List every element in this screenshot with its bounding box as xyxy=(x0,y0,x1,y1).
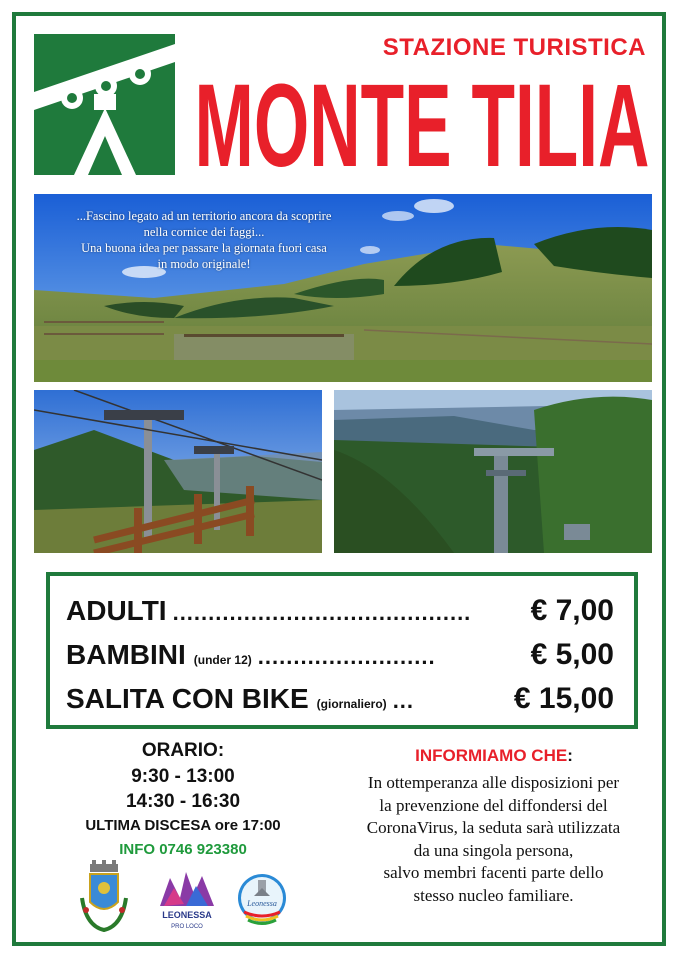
schedule-slot: 9:30 - 13:00 xyxy=(131,766,235,787)
title-text: MONTE TILIA xyxy=(194,66,650,174)
price-dots: .......................................... xyxy=(172,600,472,625)
subtitle: STAZIONE TURISTICA xyxy=(382,34,646,61)
price-label: SALITA CON BIKE xyxy=(66,683,309,714)
price-note: (under 12) xyxy=(193,653,252,667)
notice-line: In ottemperanza alle disposizioni per xyxy=(367,773,620,792)
coat-of-arms-icon xyxy=(78,858,130,938)
poster-frame xyxy=(12,12,666,946)
chairlift-photo xyxy=(34,390,322,553)
schedule-title: ORARIO: xyxy=(141,740,225,761)
notice-body xyxy=(321,772,666,907)
price-value: € 7,00 xyxy=(530,594,614,627)
notice-line: salvo membri facenti parte dello xyxy=(383,863,604,882)
schedule-slot: 14:30 - 16:30 xyxy=(125,791,241,812)
price-label: ADULTI xyxy=(66,595,167,626)
price-row-children xyxy=(66,638,614,676)
price-value: € 15,00 xyxy=(513,682,614,715)
page-title xyxy=(192,66,652,174)
notice-line: la prevenzione del diffondersi del xyxy=(379,795,608,815)
round-logo-text: Leonessa xyxy=(247,899,277,908)
price-row-bike xyxy=(66,682,614,720)
notice-line: stesso nucleo familiare. xyxy=(413,885,574,905)
notice-title-text: INFORMIAMO CHE xyxy=(415,746,568,765)
info-phone: INFO 0746 923380 xyxy=(119,841,247,858)
price-dots: ......................... xyxy=(257,644,436,669)
notice-colon: : xyxy=(567,746,573,765)
notice-line: da una singola persona, xyxy=(413,840,574,860)
price-list xyxy=(46,572,638,729)
price-dots: ... xyxy=(392,688,415,713)
proloco-name: LEONESSA xyxy=(162,910,212,920)
photo-caption xyxy=(34,208,374,272)
price-note: (giornaliero) xyxy=(316,697,387,711)
caption-line: ...Fascino legato ad un territorio ancora da scoprire xyxy=(76,209,332,223)
notice-line: CoronaVirus, la seduta sarà utilizzata xyxy=(366,818,621,837)
notice-title xyxy=(334,746,654,766)
price-label: BAMBINI xyxy=(66,639,186,670)
sponsor-logos xyxy=(78,858,288,938)
valley-photo xyxy=(334,390,652,553)
caption-line: Una buona idea per passare la giornata fuori casa xyxy=(81,241,327,255)
caption-line: nella cornice dei faggi... xyxy=(143,225,265,239)
schedule xyxy=(38,738,328,862)
proloco-sub: PRO LOCO xyxy=(171,924,203,930)
caption-line: in modo originale! xyxy=(157,257,251,271)
landscape-photo xyxy=(34,194,652,382)
price-value: € 5,00 xyxy=(530,638,614,671)
leonessa-round-logo xyxy=(236,858,288,938)
last-descent: ULTIMA DISCESA ore 17:00 xyxy=(85,817,281,834)
proloco-logo xyxy=(156,858,218,938)
price-row-adults xyxy=(66,594,614,632)
chairlift-logo-icon xyxy=(34,34,175,175)
